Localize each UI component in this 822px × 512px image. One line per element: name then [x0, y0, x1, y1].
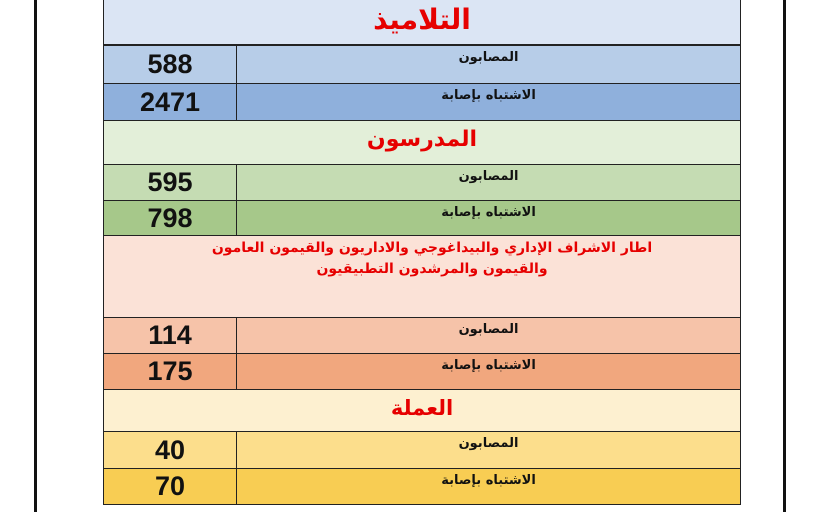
staff-suspected-value: 175 — [104, 354, 237, 389]
teachers-suspected-row — [104, 201, 740, 236]
staff-title-line2: والقيمون والمرشدون التطبيقيون — [316, 261, 548, 277]
staff-title-line1: اطار الاشراف الإداري والبيداغوجي والاداريون والقيمون العامون — [211, 240, 653, 256]
students-infected-label: المصابون — [458, 50, 519, 65]
students-suspected-label: الاشتباه بإصابة — [441, 88, 536, 103]
teachers-suspected-value: 798 — [104, 201, 237, 235]
students-header — [104, 0, 740, 46]
page-border-right — [783, 0, 786, 512]
teachers-title: المدرسون — [366, 127, 478, 152]
workers-infected-row — [104, 432, 740, 469]
staff-suspected-label: الاشتباه بإصابة — [441, 358, 536, 373]
staff-suspected-row — [104, 354, 740, 390]
staff-header — [104, 236, 740, 318]
workers-header — [104, 390, 740, 432]
teachers-infected-row — [104, 165, 740, 201]
staff-title — [104, 236, 740, 280]
students-suspected-row — [104, 84, 740, 121]
workers-suspected-label: الاشتباه بإصابة — [441, 473, 536, 488]
teachers-infected-value: 595 — [104, 165, 237, 200]
workers-infected-value: 40 — [104, 432, 237, 468]
teachers-infected-label: المصابون — [458, 169, 519, 184]
students-suspected-value: 2471 — [104, 84, 237, 120]
students-infected-value: 588 — [104, 46, 237, 83]
teachers-suspected-label: الاشتباه بإصابة — [441, 205, 536, 220]
workers-suspected-value: 70 — [104, 469, 237, 504]
statistics-table — [103, 0, 741, 505]
workers-title: العملة — [390, 396, 454, 420]
staff-infected-label: المصابون — [458, 322, 519, 337]
staff-infected-value: 114 — [104, 318, 237, 353]
teachers-header — [104, 121, 740, 165]
students-infected-row — [104, 46, 740, 84]
students-title: التلاميذ — [373, 3, 471, 36]
workers-suspected-row — [104, 469, 740, 505]
workers-infected-label: المصابون — [458, 436, 519, 451]
page-border-left — [34, 0, 37, 512]
staff-infected-row — [104, 318, 740, 354]
